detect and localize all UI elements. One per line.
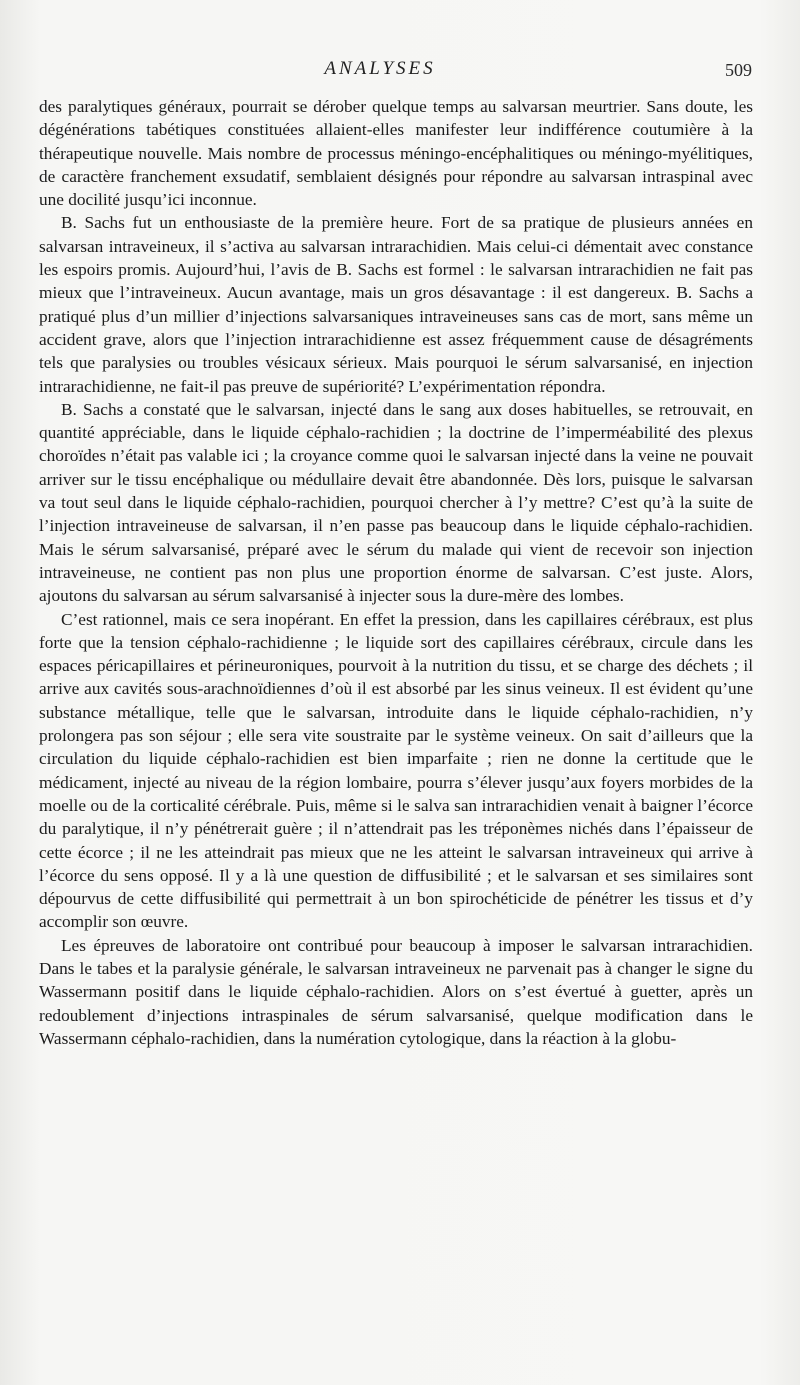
paragraph-1: des paralytiques généraux, pourrait se dérober quelque temps au salvarsan meurtrier. Sans doute, les dégénérations tabétiques constituées allaient-elles manifester leur indifférence coutumière à la thérapeutique nouvelle. Mais nombre de processus méningo-encéphalitiques ou méningo-myélitiques, de caractère franchement exsudatif, semblaient désignés pour répondre au salvarsan intraspinal avec une docilité jusqu’ici inconnue.	[39, 97, 753, 210]
body-text	[39, 95, 753, 1050]
paragraph-5: Les épreuves de laboratoire ont contribué pour beaucoup à imposer le salvarsan intrarachidien. Dans le tabes et la paralysie générale, le salvarsan intraveineux ne parvenait pas à changer le signe du Wassermann positif dans le liquide céphalo-rachidien. Alors on s’est évertué à guetter, après un redoublement d’injections intraspinales de sérum salvarsanisé, quelque modification dans le Wassermann céphalo-rachidien, dans la numération cytologique, dans la réaction à la globu-	[39, 935, 753, 1048]
paragraph-3: B. Sachs a constaté que le salvarsan, injecté dans le sang aux doses habituelles, se retrouvait, en quantité appréciable, dans le liquide céphalo-rachidien ; la doctrine de l’imperméabilité des plexus choroïdes n’était pas valable ici ; la croyance comme quoi le salvarsan injecté dans la veine ne pouvait arriver sur le tissu encéphalique ou médullaire devait être abandonnée. Dès lors, puisque le salvarsan va tout seul dans le liquide céphalo-rachidien, pourquoi chercher à l’y mettre? C’est qu’à la suite de l’injection intraveineuse de salvarsan, il n’en passe pas beaucoup dans le liquide céphalo-rachidien. Mais le sérum salvarsanisé, préparé avec le sérum du malade qui vient de recevoir son injection intraveineuse, ne contient pas non plus une proportion énorme de salvarsan. C’est juste. Alors, ajoutons du salvarsan au sérum salvarsanisé à injecter sous la dure-mère des lombes.	[39, 399, 753, 606]
page-number: 509	[725, 60, 752, 80]
paragraph-4: C’est rationnel, mais ce sera inopérant. En effet la pression, dans les capillaires cérébraux, est plus forte que la tension céphalo-rachidienne ; le liquide sort des capillaires cérébraux, circule dans les espaces péricapillaires et périneuroniques, pourvoit à la nutrition du tissu, et se charge des déchets ; il arrive aux cavités sous-arachnoïdiennes d’où il est absorbé par les sinus veineux. Il est évident qu’une substance métallique, telle que le salvarsan, introduite dans le liquide céphalo-rachidien, n’y prolongera pas son séjour ; elle sera vite soustraite par le système veineux. On sait d’ailleurs que la circulation du liquide céphalo-rachidien est bien imparfaite ; rien ne donne la certitude que le médicament, injecté au niveau de la région lombaire, pourra s’élever jusqu’aux foyers morbides de la moelle ou de la corticalité cérébrale. Puis, même si le salva san intrarachidien venait à baigner l’écorce du paralytique, il n’y pénétrerait guère ; il n’attendrait pas les tréponèmes nichés dans l’épaisseur de cette écorce ; il ne les atteindrait pas mieux que ne les atteint le salvarsan intraveineux qui arrive à l’écorce du sens opposé. Il y a là une question de diffusibilité ; et le salvarsan et ses similaires sont dépourvus de cette diffusibilité qui permettrait à un bon spirochéticide de pénétrer les tissus et d’y accomplir son œuvre.	[39, 609, 753, 932]
paragraph-2: B. Sachs fut un enthousiaste de la première heure. Fort de sa pratique de plusieurs années en salvarsan intraveineux, il s’activa au salvarsan intrarachidien. Mais celui-ci démentait avec constance les espoirs promis. Aujourd’hui, l’avis de B. Sachs est formel : le salvarsan intrarachidien ne fait pas mieux que l’intraveineux. Aucun avantage, mais un gros désavantage : il est dangereux. B. Sachs a pratiqué plus d’un millier d’injections salvarsaniques intraveineuses sans cas de mort, sans même un accident grave, alors que l’injection intrarachidienne est assez fréquemment cause de désagréments tels que paralysies ou troubles vésicaux sérieux. Mais pourquoi le sérum salvarsanisé, en injection intrarachidienne, ne fait-il pas preuve de supériorité? L’expérimentation répondra.	[39, 213, 753, 396]
running-title: ANALYSES	[324, 58, 436, 79]
running-head	[0, 58, 800, 84]
